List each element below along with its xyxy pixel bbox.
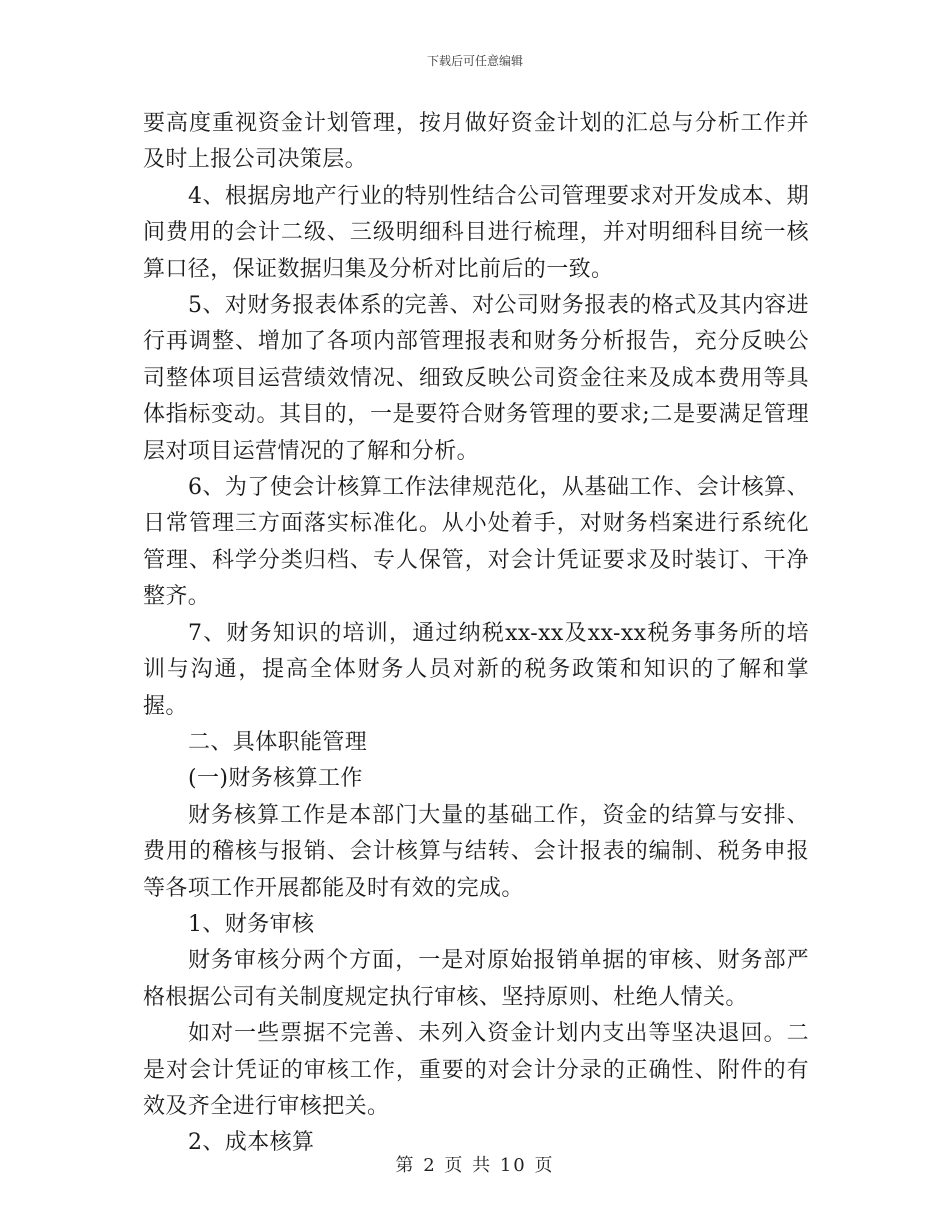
paragraph: 要高度重视资金计划管理，按月做好资金计划的汇总与分析工作并及时上报公司决策层。 — [143, 111, 809, 173]
paragraph: 4、根据房地产行业的特别性结合公司管理要求对开发成本、期间费用的会计二级、三级明细科目进行梳理，并对明细科目统一核算口径，保证数据归集及分析对比前后的一致。 — [143, 183, 809, 282]
paragraph: 6、为了使会计核算工作法律规范化，从基础工作、会计核算、日常管理三方面落实标准化。从小处着手，对财务档案进行系统化管理、科学分类归档、专人保管，对会计凭证要求及时装订、干净整齐。 — [143, 475, 809, 610]
subsection-heading: (一)财务核算工作 — [188, 766, 363, 792]
item-heading: 1、财务审核 — [188, 911, 315, 937]
page-number: 第 2 页 共 10 页 — [395, 1155, 555, 1176]
paragraph: 财务核算工作是本部门大量的基础工作，资金的结算与安排、费用的稽核与报销、会计核算与结转、会计报表的编制、税务申报等各项工作开展都能及时有效的完成。 — [143, 802, 809, 901]
item-heading: 2、成本核算 — [188, 1130, 315, 1156]
paragraph: 如对一些票据不完善、未列入资金计划内支出等坚决退回。二是对会计凭证的审核工作，重要的对会计分录的正确性、附件的有效及齐全进行审核把关。 — [143, 1021, 809, 1119]
section-heading: 二、具体职能管理 — [188, 729, 368, 755]
document-body — [143, 106, 809, 1162]
paragraph: 5、对财务报表体系的完善、对公司财务报表的格式及其内容进行再调整、增加了各项内部管理报表和财务分析报告，充分反映公司整体项目运营绩效情况、细致反映公司资金往来及成本费用等具体指标变动。其目的，一是要符合财务管理的要求;二是要满足管理层对项目运营情况的了解和分析。 — [143, 293, 809, 464]
paragraph: 7、财务知识的培训，通过纳税xx-xx及xx-xx税务事务所的培训与沟通，提高全体财务人员对新的税务政策和知识的了解和掌握。 — [143, 620, 809, 719]
paragraph: 财务审核分两个方面，一是对原始报销单据的审核、财务部严格根据公司有关制度规定执行审核、坚持原则、杜绝人情关。 — [143, 948, 809, 1010]
header-note: 下载后可任意编辑 — [426, 54, 523, 68]
